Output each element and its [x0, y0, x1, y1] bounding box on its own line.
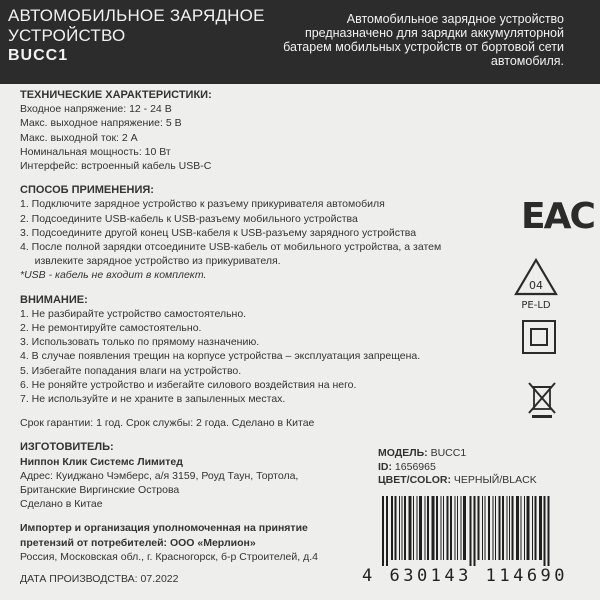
barcode-bar — [427, 496, 429, 560]
manufacturer-name: Ниппон Клик Системс Лимитед — [20, 455, 183, 468]
svg-text:PE-LD: PE-LD — [521, 300, 551, 311]
barcode-bar — [493, 496, 494, 560]
barcode-bar — [488, 496, 490, 560]
usage-section — [20, 183, 500, 282]
importer-heading: претензий от потребителей: ООО «Мерлион» — [20, 536, 256, 549]
usage-step: 4. После полной зарядки отсоедините USB-кабель от мобильного устройства, а затем — [20, 241, 442, 254]
barcode-bars-icon — [378, 496, 588, 566]
model-value: BUCC1 — [430, 447, 467, 459]
usage-step: извлеките зарядное устройство из прикуривателя. — [20, 255, 281, 268]
barcode-bar — [521, 496, 522, 560]
barcode-bar — [509, 496, 510, 560]
barcode-bar — [425, 496, 426, 560]
barcode-bar — [544, 496, 546, 566]
barcode-bar — [512, 496, 514, 560]
warning-heading: ВНИМАНИЕ: — [20, 293, 88, 306]
barcode-bar — [386, 496, 388, 566]
barcode-bar — [516, 496, 519, 560]
barcode-bar — [532, 496, 533, 560]
manufacturer-address: Сделано в Китае — [20, 498, 103, 511]
barcode-bar — [447, 496, 449, 560]
barcode-bar — [485, 496, 486, 560]
warning-item: 5. Избегайте попадания влаги на устройство. — [20, 364, 242, 377]
barcode-bar — [382, 496, 384, 566]
barcode-bar — [409, 496, 412, 560]
barcode-bar — [395, 496, 397, 560]
barcode-bar — [441, 496, 442, 560]
specs-heading: ТЕХНИЧЕСКИЕ ХАРАКТЕРИСТИКИ: — [20, 89, 212, 101]
barcode-bar — [502, 496, 504, 560]
barcode-bar — [457, 496, 458, 560]
manufacturer-heading: ИЗГОТОВИТЕЛЬ: — [20, 441, 114, 454]
product-title: АВТОМОБИЛЬНОЕ ЗАРЯДНОЕ УСТРОЙСТВО — [8, 6, 265, 45]
barcode-bar — [443, 496, 444, 560]
importer-heading: Импортер и организация уполномоченная на принятие — [20, 522, 308, 535]
color-line — [378, 474, 588, 488]
usage-step: 1. Подключите зарядное устройство к разъему прикуривателя автомобиля — [20, 198, 385, 211]
usage-step: 3. Подсоедините другой конец USB-кабеля к USB-разъему зарядного устройства — [20, 226, 417, 239]
spec-line: Макс. выходное напряжение: 5 В — [20, 117, 182, 130]
barcode-bar — [495, 496, 496, 560]
barcode-bar — [499, 496, 501, 560]
barcode-bar — [482, 496, 483, 560]
usage-note: *USB - кабель не входит в комплект. — [20, 269, 207, 282]
svg-text:04: 04 — [529, 279, 543, 292]
warranty-text — [20, 416, 500, 430]
warning-section — [20, 293, 500, 407]
warranty-line: Срок гарантии: 1 год. Срок службы: 2 года. Сделано в Китае — [20, 417, 315, 430]
spec-line: Макс. выходной ток: 2 А — [20, 131, 138, 144]
model-info-block — [378, 447, 588, 488]
double-insulation-icon — [522, 320, 556, 359]
barcode-bar — [404, 496, 406, 560]
barcode-bar — [527, 496, 530, 560]
svg-text:EAC: EAC — [521, 196, 594, 237]
barcode-bar — [436, 496, 438, 560]
spec-line: Входное напряжение: 12 - 24 В — [20, 103, 172, 116]
barcode-bar — [478, 496, 480, 560]
warning-item: 1. Не разбирайте устройство самостоятельно. — [20, 307, 247, 320]
eac-mark-icon — [521, 196, 594, 237]
barcode-bar — [535, 496, 537, 560]
header-banner — [0, 0, 600, 84]
spec-line: Номинальная мощность: 10 Вт — [20, 145, 171, 158]
manufacturer-address: Британские Виргинские Острова — [20, 484, 180, 497]
barcode-bar — [402, 496, 403, 560]
barcode-bar — [507, 496, 508, 560]
barcode-bar — [548, 496, 550, 566]
production-date-label: ДАТА ПРОИЗВОДСТВА: — [20, 573, 138, 586]
barcode-bar — [474, 496, 476, 566]
barcode-bar — [461, 496, 462, 560]
id-value: 1656965 — [394, 460, 436, 473]
barcode-bar — [417, 496, 418, 560]
color-label: ЦВЕТ/COLOR: — [378, 474, 451, 486]
id-line — [378, 461, 588, 475]
barcode-bar — [455, 496, 456, 560]
manufacturer-address: Адрес: Куиджано Чэмберс, а/я 3159, Роуд Таун, Тортола, — [20, 469, 299, 482]
importer-address: Россия, Московская обл., г. Красногорск, б-р Строителей, д.4 — [20, 550, 318, 563]
barcode-bar — [432, 496, 435, 560]
barcode-bar — [399, 496, 400, 560]
usage-heading: СПОСОБ ПРИМЕНЕНИЯ: — [20, 184, 154, 197]
warning-item: 2. Не ремонтируйте самостоятельно. — [20, 322, 202, 335]
barcode-bar — [539, 496, 542, 560]
barcode — [378, 496, 588, 571]
crossed-bin-icon — [527, 381, 557, 424]
model-logo: BUCC1 — [8, 47, 69, 64]
barcode-bar — [470, 496, 472, 566]
barcode-bar — [391, 496, 393, 560]
model-line — [378, 447, 588, 461]
model-label: МОДЕЛЬ: — [378, 447, 428, 459]
barcode-bar — [419, 496, 422, 560]
barcode-bar — [413, 496, 414, 560]
specs-section — [20, 88, 500, 173]
production-date-value: 07.2022 — [140, 573, 179, 586]
barcode-bar — [450, 496, 452, 560]
spec-line: Интерфейс: встроенный кабель USB-C — [20, 160, 212, 173]
warning-item: 6. Не роняйте устройство и избегайте силового воздействия на него. — [20, 378, 357, 391]
warning-item: 3. Использовать только по прямому назначению. — [20, 336, 260, 349]
warning-item: 7. Не используйте и не храните в запыленных местах. — [20, 393, 286, 406]
color-value: ЧЕРНЫЙ/BLACK — [453, 474, 537, 486]
barcode-bar — [524, 496, 525, 560]
usage-step: 2. Подсоедините USB-кабель к USB-разъему мобильного устройства — [20, 212, 358, 225]
product-description: Автомобильное зарядное устройство предназначено для зарядки аккумуляторной батарем мобильных устройств от бортовой сети автомобиля. — [283, 12, 564, 68]
warning-item: 4. В случае появления трещин на корпусе устройства – эксплуатация запрещена. — [20, 350, 421, 363]
id-label: ID: — [378, 460, 392, 473]
barcode-digits: 4 630143 114690 — [362, 566, 569, 586]
barcode-bar — [463, 496, 466, 560]
recycle-icon — [508, 254, 564, 315]
